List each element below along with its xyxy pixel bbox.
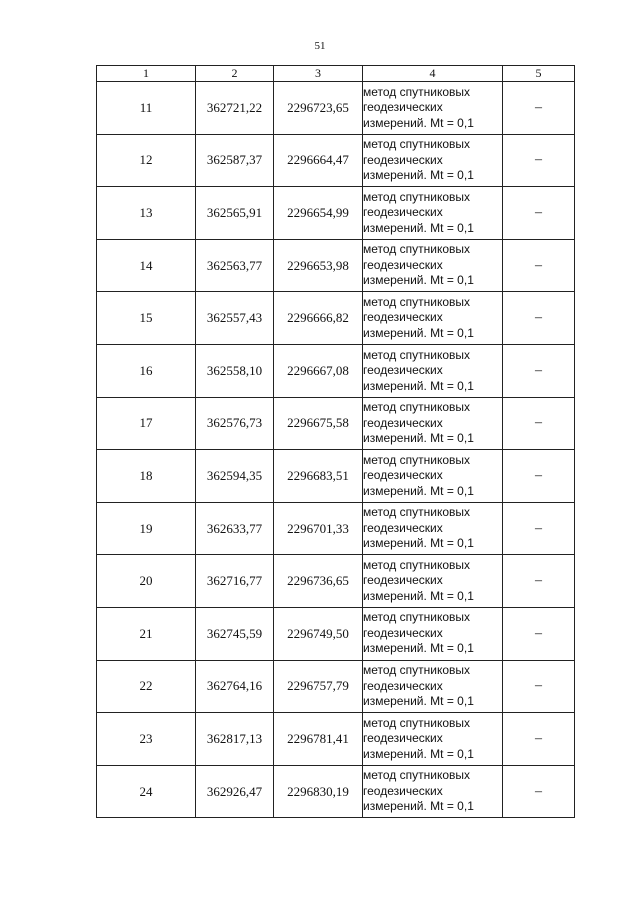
coordinates-table <box>96 65 575 818</box>
note-cell: – <box>503 502 575 555</box>
column-header: 2 <box>196 66 274 82</box>
method-line: измерений. Mt = 0,1 <box>363 694 474 709</box>
table-header-row <box>97 66 575 82</box>
table-row <box>97 450 575 503</box>
method-line: измерений. Mt = 0,1 <box>363 431 474 446</box>
y-coordinate-cell: 2296664,47 <box>274 134 363 187</box>
method-line: геодезических <box>363 520 443 535</box>
note-cell: – <box>503 607 575 660</box>
note-cell: – <box>503 134 575 187</box>
table-row <box>97 134 575 187</box>
method-line: измерений. Mt = 0,1 <box>363 378 474 393</box>
point-number-cell: 23 <box>97 713 196 766</box>
method-line: геодезических <box>363 100 443 115</box>
table-row <box>97 713 575 766</box>
note-cell: – <box>503 292 575 345</box>
table-row <box>97 344 575 397</box>
method-cell <box>363 450 503 503</box>
note-cell: – <box>503 660 575 713</box>
column-header: 3 <box>274 66 363 82</box>
method-line: метод спутниковых <box>363 242 471 257</box>
method-line: измерений. Mt = 0,1 <box>363 588 474 603</box>
method-line: геодезических <box>363 625 443 640</box>
y-coordinate-cell: 2296683,51 <box>274 450 363 503</box>
point-number-cell: 19 <box>97 502 196 555</box>
y-coordinate-cell: 2296723,65 <box>274 82 363 135</box>
x-coordinate-cell: 362721,22 <box>196 82 274 135</box>
x-coordinate-cell: 362633,77 <box>196 502 274 555</box>
method-line: метод спутниковых <box>363 663 471 678</box>
point-number-cell: 21 <box>97 607 196 660</box>
method-line: измерений. Mt = 0,1 <box>363 325 474 340</box>
point-number-cell: 13 <box>97 187 196 240</box>
method-line: метод спутниковых <box>363 189 471 204</box>
x-coordinate-cell: 362565,91 <box>196 187 274 240</box>
method-line: измерений. Mt = 0,1 <box>363 273 474 288</box>
point-number-cell: 12 <box>97 134 196 187</box>
method-line: измерений. Mt = 0,1 <box>363 115 474 130</box>
method-line: геодезических <box>363 205 443 220</box>
x-coordinate-cell: 362716,77 <box>196 555 274 608</box>
method-line: геодезических <box>363 678 443 693</box>
method-line: метод спутниковых <box>363 137 471 152</box>
point-number-cell: 11 <box>97 82 196 135</box>
method-line: измерений. Mt = 0,1 <box>363 483 474 498</box>
table-row <box>97 660 575 713</box>
point-number-cell: 16 <box>97 344 196 397</box>
method-line: метод спутниковых <box>363 84 471 99</box>
method-line: геодезических <box>363 415 443 430</box>
method-cell <box>363 292 503 345</box>
method-line: метод спутниковых <box>363 715 471 730</box>
method-cell <box>363 607 503 660</box>
y-coordinate-cell: 2296736,65 <box>274 555 363 608</box>
point-number-cell: 22 <box>97 660 196 713</box>
y-coordinate-cell: 2296667,08 <box>274 344 363 397</box>
method-line: измерений. Mt = 0,1 <box>363 799 474 814</box>
point-number-cell: 18 <box>97 450 196 503</box>
method-cell <box>363 397 503 450</box>
method-cell <box>363 134 503 187</box>
x-coordinate-cell: 362557,43 <box>196 292 274 345</box>
x-coordinate-cell: 362558,10 <box>196 344 274 397</box>
method-line: метод спутниковых <box>363 452 471 467</box>
y-coordinate-cell: 2296675,58 <box>274 397 363 450</box>
method-cell <box>363 239 503 292</box>
method-line: измерений. Mt = 0,1 <box>363 536 474 551</box>
y-coordinate-cell: 2296654,99 <box>274 187 363 240</box>
table-row <box>97 187 575 240</box>
table-row <box>97 765 575 818</box>
method-cell <box>363 502 503 555</box>
x-coordinate-cell: 362745,59 <box>196 607 274 660</box>
point-number-cell: 17 <box>97 397 196 450</box>
method-line: геодезических <box>363 152 443 167</box>
method-line: измерений. Mt = 0,1 <box>363 746 474 761</box>
method-line: геодезических <box>363 573 443 588</box>
method-line: метод спутниковых <box>363 557 471 572</box>
method-line: геодезических <box>363 363 443 378</box>
y-coordinate-cell: 2296653,98 <box>274 239 363 292</box>
page-number: 51 <box>314 40 326 52</box>
table-row <box>97 82 575 135</box>
note-cell: – <box>503 82 575 135</box>
x-coordinate-cell: 362594,35 <box>196 450 274 503</box>
method-line: измерений. Mt = 0,1 <box>363 168 474 183</box>
x-coordinate-cell: 362563,77 <box>196 239 274 292</box>
column-header: 1 <box>97 66 196 82</box>
note-cell: – <box>503 713 575 766</box>
column-header: 5 <box>503 66 575 82</box>
note-cell: – <box>503 187 575 240</box>
note-cell: – <box>503 555 575 608</box>
note-cell: – <box>503 450 575 503</box>
x-coordinate-cell: 362576,73 <box>196 397 274 450</box>
y-coordinate-cell: 2296701,33 <box>274 502 363 555</box>
point-number-cell: 20 <box>97 555 196 608</box>
table-row <box>97 502 575 555</box>
method-cell <box>363 344 503 397</box>
table-row <box>97 555 575 608</box>
note-cell: – <box>503 765 575 818</box>
method-line: метод спутниковых <box>363 400 471 415</box>
y-coordinate-cell: 2296757,79 <box>274 660 363 713</box>
method-line: метод спутниковых <box>363 294 471 309</box>
method-line: измерений. Mt = 0,1 <box>363 220 474 235</box>
y-coordinate-cell: 2296749,50 <box>274 607 363 660</box>
method-cell <box>363 555 503 608</box>
method-cell <box>363 713 503 766</box>
point-number-cell: 24 <box>97 765 196 818</box>
method-line: метод спутниковых <box>363 768 471 783</box>
y-coordinate-cell: 2296781,41 <box>274 713 363 766</box>
method-cell <box>363 187 503 240</box>
point-number-cell: 14 <box>97 239 196 292</box>
note-cell: – <box>503 344 575 397</box>
x-coordinate-cell: 362926,47 <box>196 765 274 818</box>
method-line: метод спутниковых <box>363 505 471 520</box>
method-cell <box>363 660 503 713</box>
method-line: геодезических <box>363 468 443 483</box>
note-cell: – <box>503 397 575 450</box>
y-coordinate-cell: 2296666,82 <box>274 292 363 345</box>
table-row <box>97 397 575 450</box>
method-line: измерений. Mt = 0,1 <box>363 641 474 656</box>
method-line: геодезических <box>363 257 443 272</box>
method-line: геодезических <box>363 310 443 325</box>
table-row <box>97 607 575 660</box>
point-number-cell: 15 <box>97 292 196 345</box>
x-coordinate-cell: 362764,16 <box>196 660 274 713</box>
method-line: геодезических <box>363 783 443 798</box>
method-cell <box>363 82 503 135</box>
x-coordinate-cell: 362587,37 <box>196 134 274 187</box>
y-coordinate-cell: 2296830,19 <box>274 765 363 818</box>
note-cell: – <box>503 239 575 292</box>
table-row <box>97 239 575 292</box>
column-header: 4 <box>363 66 503 82</box>
method-line: метод спутниковых <box>363 610 471 625</box>
method-cell <box>363 765 503 818</box>
method-line: метод спутниковых <box>363 347 471 362</box>
table-row <box>97 292 575 345</box>
method-line: геодезических <box>363 731 443 746</box>
x-coordinate-cell: 362817,13 <box>196 713 274 766</box>
